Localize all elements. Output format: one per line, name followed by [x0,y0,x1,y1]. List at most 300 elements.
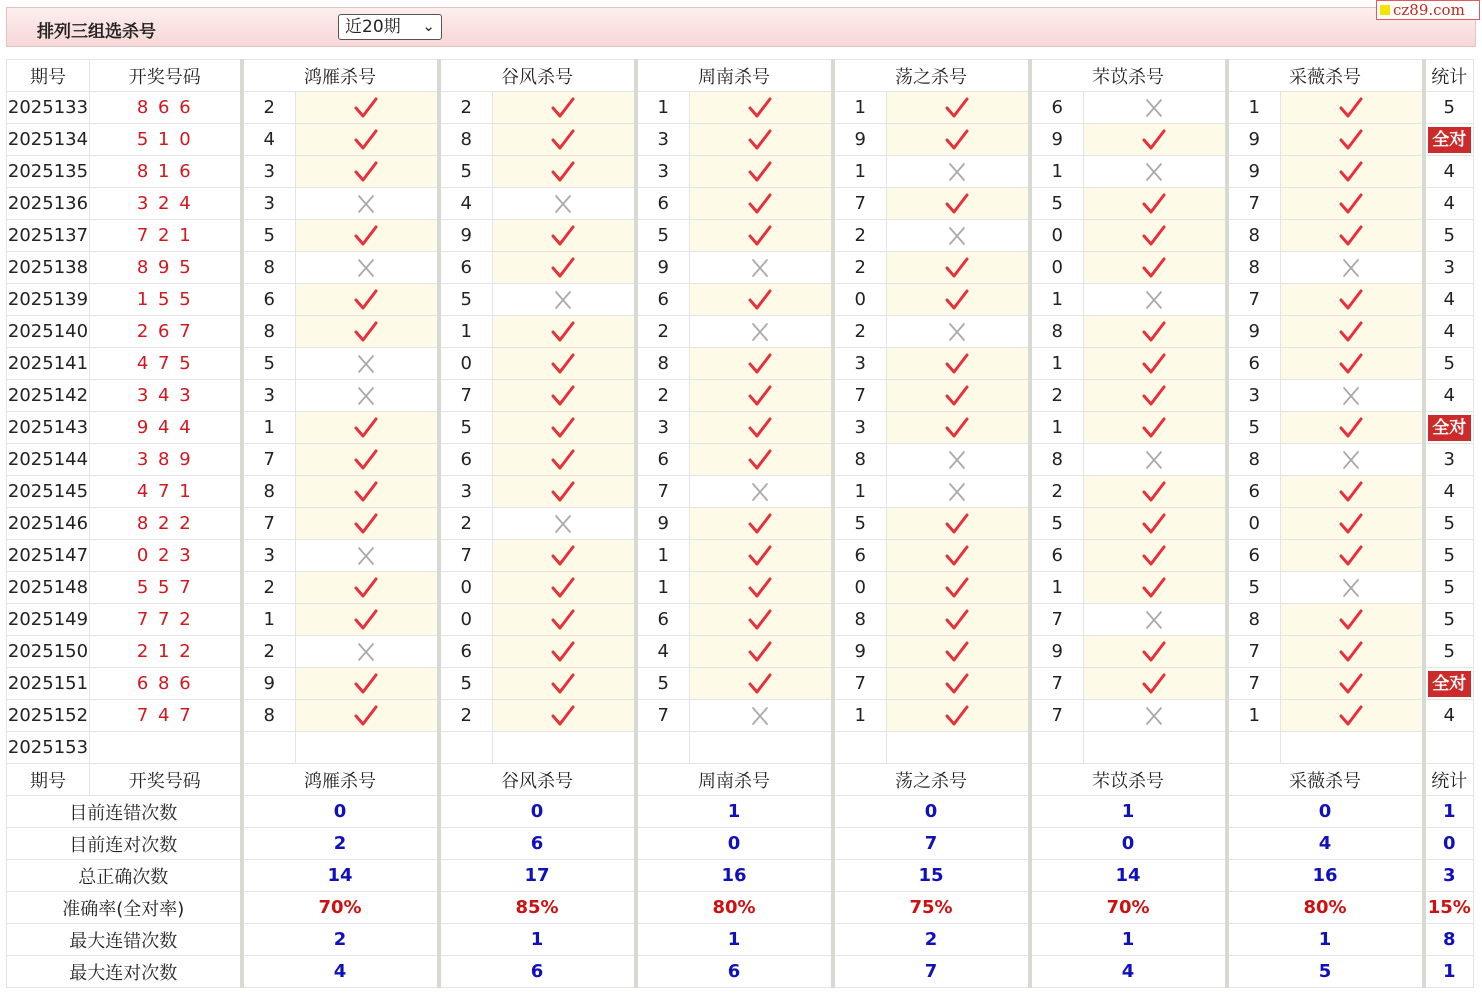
check-icon [550,321,576,343]
kill-number: 0 [439,604,493,636]
cross-icon [550,289,576,311]
kill-number: 3 [1227,380,1281,412]
col-header-issue: 期号 [7,60,90,92]
issue-number: 2025135 [7,156,90,188]
check-icon [747,129,773,151]
period-select[interactable] [338,14,442,40]
cross-icon [944,449,970,471]
kill-number: 1 [1030,348,1084,380]
kill-number-table [6,59,1474,988]
draw-numbers: 8 6 6 [90,92,242,124]
draw-numbers: 3 2 4 [90,188,242,220]
check-icon [550,129,576,151]
summary-label: 最大连对次数 [7,956,242,988]
col-header-expert: 周南杀号 [636,764,833,796]
summary-value: 1 [1030,796,1227,828]
table-row [7,444,1474,476]
kill-number: 2 [439,700,493,732]
full-hit-badge: 全对 [1428,415,1472,441]
check-icon [550,417,576,439]
check-icon [747,289,773,311]
issue-number: 2025150 [7,636,90,668]
summary-value: 0 [1030,828,1227,860]
result-mark [1084,188,1227,220]
result-mark [1084,476,1227,508]
result-mark [1281,348,1424,380]
result-mark [690,572,833,604]
check-icon [1338,545,1364,567]
issue-number: 2025151 [7,668,90,700]
kill-number: 9 [439,220,493,252]
hit-count: 4 [1424,156,1474,188]
kill-number: 8 [1227,220,1281,252]
result-mark [296,444,439,476]
result-mark [690,92,833,124]
result-mark [690,316,833,348]
check-icon [550,481,576,503]
table-row [7,188,1474,220]
result-mark [1084,252,1227,284]
summary-value: 1 [1227,924,1424,956]
result-mark [1281,412,1424,444]
col-header-expert: 周南杀号 [636,60,833,92]
issue-number: 2025147 [7,540,90,572]
full-hit-badge: 全对 [1428,127,1472,153]
check-icon [747,97,773,119]
result-mark [296,668,439,700]
summary-value: 4 [242,956,439,988]
result-mark [1281,284,1424,316]
summary-value: 7 [833,828,1030,860]
kill-number: 5 [1227,412,1281,444]
col-header-stat: 统计 [1424,764,1474,796]
result-mark [887,252,1030,284]
check-icon [1141,193,1167,215]
result-mark [887,380,1030,412]
kill-number: 7 [1030,668,1084,700]
kill-number: 7 [833,380,887,412]
check-icon [1338,641,1364,663]
cross-icon [353,257,379,279]
summary-stat: 1 [1424,796,1474,828]
summary-row [7,860,1474,892]
kill-number: 1 [833,476,887,508]
table-row [7,156,1474,188]
cross-icon [353,641,379,663]
issue-number: 2025143 [7,412,90,444]
result-mark [690,284,833,316]
kill-number: 1 [636,572,690,604]
table-row [7,668,1474,700]
kill-number: 1 [1030,412,1084,444]
col-header-issue: 期号 [7,764,90,796]
hit-count [1424,668,1474,700]
summary-value: 80% [1227,892,1424,924]
kill-number: 6 [439,444,493,476]
table-row [7,700,1474,732]
col-header-draw: 开奖号码 [90,60,242,92]
kill-number: 2 [1030,380,1084,412]
result-mark [1084,124,1227,156]
draw-numbers: 6 8 6 [90,668,242,700]
cross-icon [353,353,379,375]
current-issue-row [7,732,1474,764]
kill-number: 1 [242,604,296,636]
result-mark [887,348,1030,380]
issue-number: 2025141 [7,348,90,380]
check-icon [944,705,970,727]
summary-value: 6 [439,956,636,988]
check-icon [944,641,970,663]
result-mark [1281,572,1424,604]
kill-number: 6 [1227,348,1281,380]
kill-number: 2 [833,220,887,252]
result-mark [493,604,636,636]
result-mark [493,252,636,284]
summary-value: 2 [242,924,439,956]
summary-value: 16 [636,860,833,892]
check-icon [747,673,773,695]
result-mark [690,124,833,156]
summary-value: 4 [1030,956,1227,988]
cross-icon [1338,385,1364,407]
check-icon [550,225,576,247]
kill-number: 3 [636,124,690,156]
current-kill-label: 当前期杀号 [90,732,242,764]
result-mark [887,476,1030,508]
result-mark [887,188,1030,220]
result-mark [1084,636,1227,668]
check-icon [1338,673,1364,695]
check-icon [944,289,970,311]
cross-icon [1141,161,1167,183]
check-icon [747,417,773,439]
result-mark [296,156,439,188]
result-mark [1084,444,1227,476]
draw-numbers: 3 8 9 [90,444,242,476]
kill-number: 2 [242,572,296,604]
check-icon [747,609,773,631]
result-mark [690,156,833,188]
draw-numbers: 4 7 5 [90,348,242,380]
table-row [7,316,1474,348]
check-icon [1338,97,1364,119]
current-kill-number: 8 [1227,732,1281,764]
kill-number: 5 [1227,572,1281,604]
kill-number: 6 [1030,540,1084,572]
check-icon [944,545,970,567]
check-icon [550,385,576,407]
hit-count: 3 [1424,252,1474,284]
table-row [7,380,1474,412]
cross-icon [353,545,379,567]
cross-icon [353,385,379,407]
cross-icon [1338,577,1364,599]
cross-icon [1338,449,1364,471]
check-icon [353,161,379,183]
table-row [7,92,1474,124]
check-icon [1141,577,1167,599]
result-mark [1084,412,1227,444]
summary-stat: 0 [1424,828,1474,860]
result-mark [1084,284,1227,316]
result-mark [690,380,833,412]
issue-number: 2025140 [7,316,90,348]
kill-number: 2 [439,92,493,124]
result-mark [493,284,636,316]
check-icon [550,641,576,663]
table-row [7,572,1474,604]
cross-icon [1338,257,1364,279]
result-mark [1084,92,1227,124]
current-kill-number: 5 [242,732,296,764]
kill-number: 5 [439,412,493,444]
hit-count: 4 [1424,284,1474,316]
kill-number: 6 [636,284,690,316]
kill-number: 9 [1227,124,1281,156]
result-mark [1281,188,1424,220]
draw-numbers: 8 1 6 [90,156,242,188]
result-mark [296,348,439,380]
result-mark [1281,92,1424,124]
issue-number: 2025139 [7,284,90,316]
draw-numbers: 8 9 5 [90,252,242,284]
check-icon [353,673,379,695]
kill-number: 9 [1030,636,1084,668]
summary-stat: 15% [1424,892,1474,924]
kill-number: 7 [1227,284,1281,316]
kill-number: 7 [1227,636,1281,668]
summary-row [7,924,1474,956]
summary-stat: 3 [1424,860,1474,892]
result-mark [690,604,833,636]
result-mark [493,476,636,508]
result-mark [1084,348,1227,380]
summary-value: 0 [636,828,833,860]
kill-number: 6 [1227,540,1281,572]
table-row [7,412,1474,444]
kill-number: 5 [1030,508,1084,540]
result-mark [690,220,833,252]
chevron-down-icon: ⌄ [422,17,435,35]
kill-number: 0 [439,348,493,380]
kill-number: 8 [242,700,296,732]
check-icon [1141,257,1167,279]
result-mark [690,636,833,668]
result-mark [1281,156,1424,188]
hit-count: 5 [1424,636,1474,668]
check-icon [1141,641,1167,663]
check-icon [944,257,970,279]
kill-number: 4 [636,636,690,668]
kill-number: 7 [833,188,887,220]
issue-number: 2025137 [7,220,90,252]
col-header-expert: 荡之杀号 [833,764,1030,796]
kill-number: 3 [242,540,296,572]
kill-number: 1 [1227,700,1281,732]
cross-icon [747,257,773,279]
summary-value: 1 [636,924,833,956]
table-row [7,252,1474,284]
kill-number: 1 [833,700,887,732]
hit-count: 4 [1424,188,1474,220]
check-icon [1141,417,1167,439]
kill-number: 2 [636,380,690,412]
kill-number: 8 [1030,316,1084,348]
result-mark [493,412,636,444]
check-icon [1141,321,1167,343]
kill-number: 3 [636,156,690,188]
issue-number: 2025144 [7,444,90,476]
result-mark [1281,124,1424,156]
kill-number: 2 [439,508,493,540]
current-kill-blank [296,732,439,764]
check-icon [550,705,576,727]
result-mark [887,636,1030,668]
draw-numbers: 5 5 7 [90,572,242,604]
check-icon [944,385,970,407]
full-hit-badge: 全对 [1428,671,1472,697]
table-row [7,604,1474,636]
summary-stat: 8 [1424,924,1474,956]
kill-number: 7 [636,476,690,508]
draw-numbers: 2 6 7 [90,316,242,348]
kill-number: 8 [242,252,296,284]
kill-number: 7 [242,508,296,540]
kill-number: 3 [242,380,296,412]
kill-number: 0 [833,284,887,316]
check-icon [1141,385,1167,407]
check-icon [353,449,379,471]
result-mark [493,188,636,220]
check-icon [550,609,576,631]
kill-number: 5 [636,668,690,700]
result-mark [296,508,439,540]
kill-number: 9 [636,508,690,540]
summary-value: 14 [1030,860,1227,892]
result-mark [296,188,439,220]
kill-number: 3 [636,412,690,444]
cross-icon [1141,289,1167,311]
check-icon [1338,417,1364,439]
kill-number: 5 [439,284,493,316]
summary-row [7,892,1474,924]
result-mark [493,316,636,348]
cross-icon [944,161,970,183]
check-icon [1338,609,1364,631]
draw-numbers: 3 4 3 [90,380,242,412]
issue-number: 2025136 [7,188,90,220]
result-mark [887,540,1030,572]
cross-icon [1141,449,1167,471]
issue-number: 2025142 [7,380,90,412]
summary-value: 5 [1227,956,1424,988]
kill-number: 8 [1227,252,1281,284]
result-mark [296,380,439,412]
kill-number: 6 [636,444,690,476]
check-icon [353,705,379,727]
summary-value: 6 [636,956,833,988]
result-mark [1084,604,1227,636]
cross-icon [944,321,970,343]
check-icon [1141,481,1167,503]
kill-number: 7 [1227,188,1281,220]
table-row [7,220,1474,252]
result-mark [887,668,1030,700]
col-header-expert: 鸿雁杀号 [242,60,439,92]
result-mark [296,572,439,604]
result-mark [1084,700,1227,732]
check-icon [944,97,970,119]
check-icon [747,353,773,375]
hit-count: 3 [1424,444,1474,476]
result-mark [1281,220,1424,252]
check-icon [944,577,970,599]
check-icon [353,289,379,311]
summary-value: 15 [833,860,1030,892]
result-mark [1084,540,1227,572]
check-icon [1338,481,1364,503]
check-icon [1338,353,1364,375]
result-mark [690,476,833,508]
table-row [7,508,1474,540]
col-header-expert: 谷风杀号 [439,764,636,796]
kill-number: 9 [1227,156,1281,188]
result-mark [296,92,439,124]
check-icon [550,257,576,279]
issue-number: 2025146 [7,508,90,540]
kill-number: 0 [1030,220,1084,252]
draw-numbers: 0 2 3 [90,540,242,572]
check-icon [1338,193,1364,215]
kill-number: 1 [1227,92,1281,124]
kill-number: 6 [636,604,690,636]
result-mark [296,540,439,572]
hit-count: 5 [1424,220,1474,252]
check-icon [944,193,970,215]
result-mark [296,220,439,252]
result-mark [1281,700,1424,732]
site-logo[interactable] [1376,0,1480,20]
check-icon [944,417,970,439]
kill-number: 5 [439,156,493,188]
hit-count: 5 [1424,348,1474,380]
result-mark [690,700,833,732]
result-mark [493,156,636,188]
check-icon [550,97,576,119]
result-mark [1084,156,1227,188]
summary-label: 准确率(全对率) [7,892,242,924]
col-header-expert: 采薇杀号 [1227,60,1424,92]
summary-value: 1 [439,924,636,956]
result-mark [690,508,833,540]
summary-value: 0 [242,796,439,828]
result-mark [493,636,636,668]
issue-number: 2025134 [7,124,90,156]
result-mark [887,124,1030,156]
kill-number: 8 [636,348,690,380]
check-icon [1141,513,1167,535]
check-icon [747,385,773,407]
check-icon [944,353,970,375]
summary-label: 总正确次数 [7,860,242,892]
current-kill-blank [887,732,1030,764]
result-mark [1281,604,1424,636]
result-mark [1084,508,1227,540]
draw-numbers: 5 1 0 [90,124,242,156]
check-icon [550,545,576,567]
kill-number: 3 [833,412,887,444]
